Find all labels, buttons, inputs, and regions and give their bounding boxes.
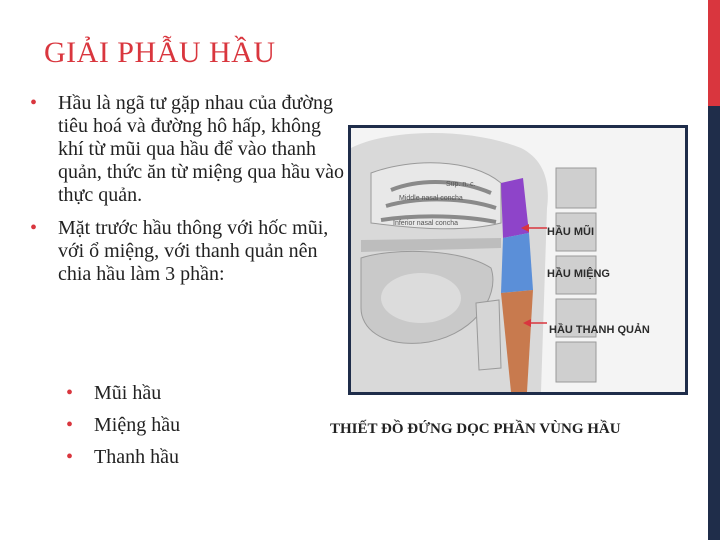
accent-bar-navy xyxy=(708,106,720,540)
slide-title: GIẢI PHẪU HẦU xyxy=(44,36,276,69)
sub-bullet-laryngopharynx: • Thanh hầu xyxy=(66,441,180,473)
anatomy-figure xyxy=(348,125,688,395)
sub-bullet-nasopharynx: • Mũi hầu xyxy=(66,377,180,409)
bullet-list xyxy=(30,92,350,296)
inferior-concha-label: Inferior nasal concha xyxy=(393,220,458,227)
sup-concha-label: Sup. n. c. xyxy=(446,181,476,188)
sub-bullet-list xyxy=(66,377,180,473)
label-oropharynx: HẦU MIỆNG xyxy=(547,268,610,280)
figure-caption: THIẾT ĐỒ ĐỨNG DỌC PHẦN VÙNG HẦU xyxy=(330,421,621,437)
bullet-item-1: • Hầu là ngã tư gặp nhau của đường tiêu hoá và đường hô hấp, không khí từ mũi qua hầu để vào thanh quản, thức ăn từ miệng qua hầu vào thực quản. xyxy=(30,92,350,207)
accent-bar-red xyxy=(708,0,720,106)
sub-bullet-oropharynx: • Miệng hầu xyxy=(66,409,180,441)
bullet-item-2: • Mặt trước hầu thông với hốc mũi, với ổ miệng, với thanh quản nên chia hầu làm 3 phần: xyxy=(30,217,350,286)
label-laryngopharynx: HẦU THANH QUẢN xyxy=(549,324,650,336)
sagittal-section-diagram xyxy=(351,128,685,392)
label-nasopharynx: HẦU MŨI xyxy=(547,226,595,238)
oropharynx-region xyxy=(501,233,533,293)
middle-concha-label: Middle nasal concha xyxy=(399,195,463,202)
